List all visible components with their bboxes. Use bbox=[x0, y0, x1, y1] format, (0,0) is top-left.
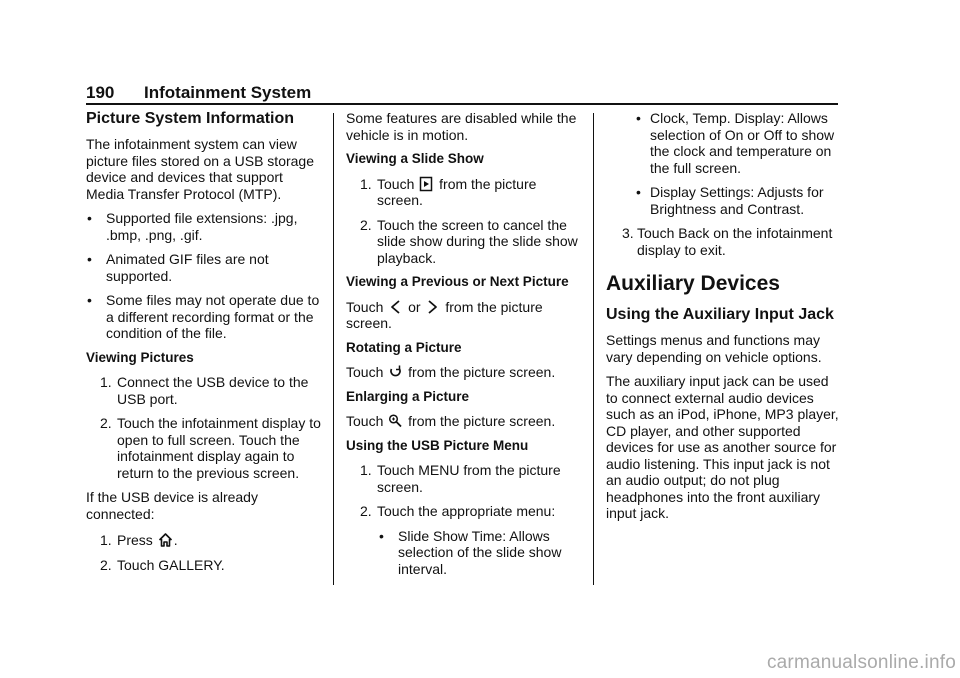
rotate-prefix: Touch bbox=[346, 364, 384, 380]
header-rule bbox=[86, 103, 838, 105]
list-item bbox=[86, 415, 324, 481]
intro-paragraph: The infotainment system can view picture files stored on a USB storage device and devices that support Media Transfer Protocol (MTP). bbox=[86, 136, 315, 202]
list-item bbox=[346, 217, 582, 267]
step-number: 1. bbox=[360, 462, 372, 478]
bullet-marker: • bbox=[636, 184, 641, 200]
bullet-text: Clock, Temp. Display: Allows selection of On or Off to show the clock and temperature on the full screen. bbox=[650, 110, 835, 176]
rotate-suffix: from the picture screen. bbox=[408, 364, 556, 380]
list-item bbox=[606, 225, 844, 258]
list-item bbox=[606, 110, 844, 176]
step-text: Touch the infotainment display to open to full screen. Touch the infotainment display again to return to the previous screen. bbox=[117, 415, 321, 481]
subheading: Enlarging a Picture bbox=[346, 388, 470, 404]
watermark: carmanualsonline.info bbox=[766, 652, 956, 673]
connected-paragraph: If the USB device is already connected: bbox=[86, 489, 258, 522]
section-heading: Picture System Information bbox=[86, 110, 295, 127]
column-3 bbox=[606, 110, 844, 530]
intro-paragraph: Some features are disabled while the vehicle is in motion. bbox=[346, 110, 577, 143]
bullet-text: Supported file extensions: .jpg, .bmp, .png, .gif. bbox=[106, 210, 298, 243]
page-title: Infotainment System bbox=[144, 83, 312, 102]
play-icon bbox=[419, 176, 434, 192]
list-item bbox=[86, 210, 324, 243]
rotate-paragraph bbox=[346, 364, 582, 381]
list-item bbox=[606, 184, 844, 217]
column-2 bbox=[346, 110, 582, 585]
bullet-marker: • bbox=[87, 210, 92, 226]
step-text: Touch the screen to cancel the slide show during the slide show playback. bbox=[377, 216, 578, 266]
prev-prefix: Touch bbox=[346, 298, 384, 315]
step-text: Touch the appropriate menu: bbox=[377, 503, 556, 519]
step-number: 1. bbox=[100, 532, 112, 548]
section-heading: Using the Auxiliary Input Jack bbox=[606, 306, 834, 323]
bullet-text: Some files may not operate due to a different recording format or the condition of the file. bbox=[106, 292, 320, 341]
step-number: 2. bbox=[100, 415, 112, 431]
bullet-marker: • bbox=[379, 527, 384, 544]
list-item bbox=[346, 503, 582, 520]
list-item bbox=[86, 374, 324, 407]
subheading: Viewing a Slide Show bbox=[346, 151, 484, 166]
rotate-icon bbox=[388, 364, 403, 380]
next-icon bbox=[425, 299, 440, 315]
subheading: Rotating a Picture bbox=[346, 339, 462, 355]
bullet-text: Animated GIF files are not supported. bbox=[106, 251, 269, 284]
column-divider bbox=[333, 113, 334, 585]
list-item bbox=[346, 176, 582, 209]
zoom-icon bbox=[388, 413, 403, 429]
bullet-marker: • bbox=[87, 292, 92, 308]
step-number: 2. bbox=[360, 216, 372, 233]
subheading: Viewing a Previous or Next Picture bbox=[346, 274, 569, 289]
bullet-text: Slide Show Time: Allows selection of the slide show interval. bbox=[398, 527, 562, 577]
major-heading: Auxiliary Devices bbox=[606, 272, 780, 295]
bullet-marker: • bbox=[636, 110, 641, 126]
step-text: Touch MENU from the picture screen. bbox=[377, 462, 561, 495]
step-prefix: Touch bbox=[377, 175, 415, 192]
home-icon bbox=[158, 532, 173, 548]
step-prefix: Press bbox=[117, 532, 153, 548]
list-item bbox=[86, 532, 324, 549]
step-number: 1. bbox=[100, 374, 112, 390]
subheading: Using the USB Picture Menu bbox=[346, 437, 529, 453]
step-number: 1. bbox=[360, 175, 372, 192]
page-number: 190 bbox=[86, 83, 115, 102]
step-number: 2. bbox=[100, 556, 112, 573]
paragraph: Settings menus and functions may vary depending on vehicle options. bbox=[606, 332, 822, 365]
step-text: Touch GALLERY. bbox=[117, 556, 225, 573]
step-suffix: from the picture screen. bbox=[377, 175, 537, 208]
enlarge-prefix: Touch bbox=[346, 413, 384, 429]
list-item bbox=[346, 528, 582, 578]
step-number: 3. bbox=[622, 225, 634, 241]
list-item bbox=[86, 251, 324, 284]
previous-icon bbox=[388, 299, 403, 315]
subheading: Viewing Pictures bbox=[86, 349, 194, 365]
list-item bbox=[346, 462, 582, 495]
bullet-text: Display Settings: Adjusts for Brightness and Contrast. bbox=[650, 184, 824, 217]
prev-or: or bbox=[408, 298, 421, 315]
page-header bbox=[86, 83, 838, 105]
enlarge-suffix: from the picture screen. bbox=[408, 413, 556, 429]
enlarge-paragraph bbox=[346, 413, 582, 430]
step-text: Connect the USB device to the USB port. bbox=[117, 374, 309, 407]
step-number: 2. bbox=[360, 503, 372, 519]
column-divider bbox=[593, 113, 594, 585]
step-text: Touch Back on the infotainment display to exit. bbox=[637, 225, 833, 258]
list-item bbox=[86, 557, 324, 574]
prev-next-paragraph bbox=[346, 299, 582, 332]
step-suffix: . bbox=[173, 532, 178, 548]
bullet-marker: • bbox=[87, 251, 92, 267]
column-1 bbox=[86, 110, 324, 581]
list-item bbox=[86, 292, 324, 342]
paragraph: The auxiliary input jack can be used to connect external audio devices such as an iPod, iPhone, MP3 player, CD player, and other supported devices for use as another source for audio listening. This input jack is not an audio output; do not plug headphones into the front auxiliary input jack. bbox=[606, 373, 839, 521]
prev-suffix: from the picture screen. bbox=[346, 298, 543, 331]
